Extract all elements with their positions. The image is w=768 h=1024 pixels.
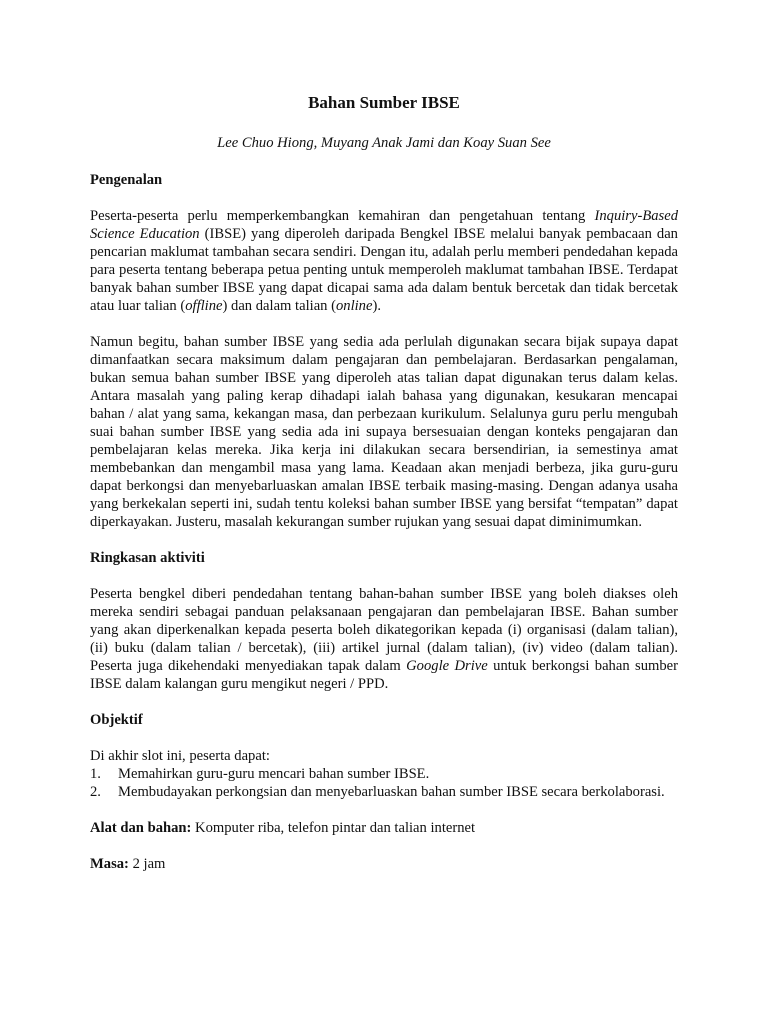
list-item-text: Memahirkan guru-guru mencari bahan sumber IBSE.: [118, 766, 430, 782]
document-title: Bahan Sumber IBSE: [308, 93, 460, 112]
text-run: (IBSE) yang diperoleh daripada Bengkel IBSE melalui banyak pembacaan dan pencarian maklumat tambahan secara sendiri. Dengan itu, adalah perlu memberi pendedahan kepada para peserta tentang beberapa petua penting untuk memperoleh maklumat tambahan IBSE. Terdapat banyak bahan sumber IBSE yang dapat dicapai sama ada dalam bentuk bercetak dan tidak bercetak atau luar talian (: [90, 226, 678, 314]
alat-dan-bahan: [90, 819, 678, 837]
italic-term: online: [335, 298, 373, 314]
italic-term: Inquiry-Based Science Education: [90, 208, 678, 242]
list-item-text: Membudayakan perkongsian dan menyebarluaskan bahan sumber IBSE secara berkolaborasi.: [118, 784, 665, 800]
pengenalan-paragraph-2: Namun begitu, bahan sumber IBSE yang sedia ada perlulah digunakan secara bijak supaya dapat dimanfaatkan secara maksimum dalam pengajaran dan pembelajaran. Berdasarkan pengalaman, bukan semua bahan sumber IBSE yang diperoleh atas talian dapat digunakan terus dalam kelas. Antara masalah yang paling kerap dihadapi ialah bahasa yang digunakan, kesukaran mencapai bahan / alat yang sama, kekangan masa, dan perbezaan kurikulum. Selalunya guru perlu mengubah suai bahan sumber IBSE yang sedia ada ini supaya bersesuaian dengan konteks pengajaran dan pembelajaran kelas mereka. Jika kerja ini dilakukan secara bersendirian, ia semestinya amat membebankan dan mengambil masa yang lama. Keadaan akan menjadi berbeza, jika guru-guru dapat berkongsi dan menyebarluaskan amalan IBSE terbaik masing-masing. Dengan adanya usaha yang berkekalan seperti ini, sudah tentu koleksi bahan sumber IBSE yang bersifat “tempatan” dapat diperkayakan. Justeru, masalah kekurangan sumber rujukan yang sesuai dapat diminimumkan.: [90, 334, 678, 530]
alat-label: Alat dan bahan:: [90, 820, 192, 836]
section-heading-pengenalan: Pengenalan: [90, 172, 163, 188]
pengenalan-paragraph-1: [90, 207, 678, 315]
list-number: 2.: [90, 784, 101, 800]
section-heading-objektif: Objektif: [90, 712, 143, 728]
document-authors: Lee Chuo Hiong, Muyang Anak Jami dan Koay Suan See: [217, 135, 551, 151]
ringkasan-paragraph: [90, 585, 678, 693]
section-heading-ringkasan: Ringkasan aktiviti: [90, 550, 205, 566]
text-run: ).: [372, 298, 381, 314]
list-item: [90, 765, 678, 783]
italic-term: offline: [185, 298, 223, 314]
masa: [90, 855, 678, 873]
masa-label: Masa:: [90, 856, 129, 872]
alat-value: Komputer riba, telefon pintar dan talian internet: [191, 820, 476, 836]
objektif-intro: Di akhir slot ini, peserta dapat:: [90, 748, 270, 764]
list-item: [90, 783, 678, 801]
italic-term: Google Drive: [406, 658, 488, 674]
text-run: Peserta bengkel diberi pendedahan tentang bahan-bahan sumber IBSE yang boleh diakses oleh mereka sendiri sebagai panduan pelaksanaan pengajaran dan pembelajaran IBSE. Bahan sumber yang akan diperkenalkan kepada peserta boleh dikategorikan kepada (i) organisasi (dalam talian), (ii) buku (dalam talian / bercetak), (iii) artikel jurnal (dalam talian), (iv) video (dalam talian). Peserta juga dikehendaki menyediakan tapak dalam: [90, 586, 678, 674]
text-run: untuk berkongsi bahan sumber IBSE dalam kalangan guru mengikut negeri / PPD.: [90, 658, 679, 692]
text-run: Peserta-peserta perlu memperkembangkan kemahiran dan pengetahuan tentang: [90, 208, 595, 224]
objective-list: [90, 765, 678, 801]
list-number: 1.: [90, 766, 101, 782]
masa-value: 2 jam: [128, 856, 166, 872]
text-run: ) dan dalam talian (: [222, 298, 336, 314]
document-page: [90, 92, 678, 891]
